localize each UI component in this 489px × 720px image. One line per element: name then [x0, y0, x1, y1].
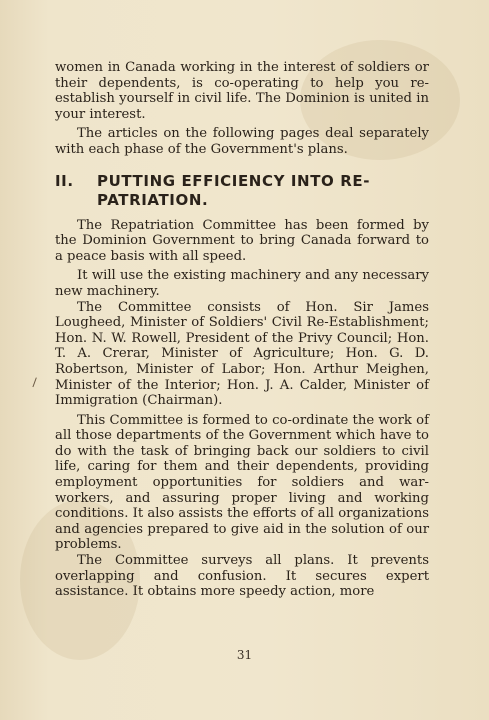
- paragraph-following-pages: The articles on the following pages deal separately with each phase of the Government's plans.: [55, 126, 429, 157]
- margin-pencil-mark: [32, 377, 40, 388]
- body-text: [55, 60, 429, 600]
- section-title: PUTTING EFFICIENCY INTO RE-PATRIATION.: [97, 171, 371, 209]
- section-number: II.: [55, 171, 74, 190]
- paragraph-continued: women in Canada working in the interest of soldiers or their dependents, is co-operating to help you re-establish yourself in civil life. The Dominion is united in your interest.: [55, 60, 429, 122]
- paragraph-repatriation-committee: The Repatriation Committee has been formed by the Dominion Government to bring Canada forward to a peace basis with all speed.: [55, 217, 429, 264]
- paragraph-committee-surveys: The Committee surveys all plans. It prevents overlapping and confusion. It secures expert assistance. It obtains more speedy action, more: [55, 553, 429, 600]
- paragraph-committee-purpose: This Committee is formed to co-ordinate the work of all those departments of the Government which have to do with the task of bringing back our soldiers to civil life, caring for them and their dependents, providing employment opportunities for soldiers and war-workers, and assuring proper living and working conditions. It also assists the efforts of all organizations and agencies prepared to give aid in the solution of our problems.: [55, 412, 429, 553]
- page-number: 31: [236, 648, 253, 662]
- section-heading: [55, 172, 429, 210]
- paragraph-committee-members: The Committee consists of Hon. Sir James Lougheed, Minister of Soldiers' Civil Re-Establishment; Hon. N. W. Rowell, President of the Privy Council; Hon. T. A. Crerar, Minister of Agriculture; Hon. G. D. Robertson, Minister of Labor; Hon. Arthur Meighen, Minister of the Interior; Hon. J. A. Calder, Minister of Immigration (Chairman).: [55, 299, 429, 409]
- paragraph-existing-machinery: It will use the existing machinery and any necessary new machinery.: [55, 268, 429, 299]
